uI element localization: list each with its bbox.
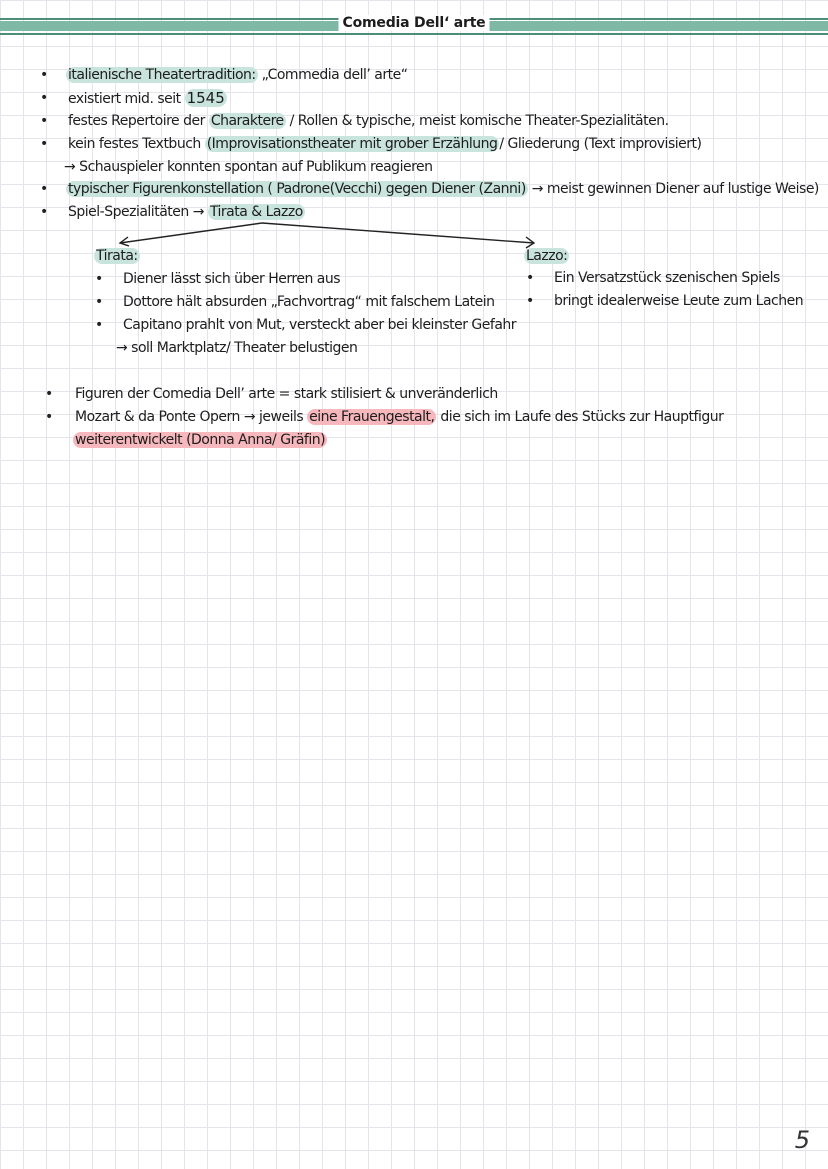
highlight-green: Tirata & Lazzo <box>209 204 303 220</box>
bullet-dot: • <box>45 386 54 402</box>
note-line-8: Figuren der Comedia Dell’ arte = stark stilisiert & unveränderlich <box>75 386 498 402</box>
lazzo-heading-text: Lazzo: <box>526 248 568 264</box>
tirata-item: Diener lässt sich über Herren aus <box>123 271 341 287</box>
tirata-item: Capitano prahlt von Mut, versteckt aber bei kleinster Gefahr <box>123 317 517 333</box>
bullet-dot: • <box>40 204 49 220</box>
page-title: Comedia Dell‘ arte <box>339 15 490 31</box>
highlight-red: eine Frauengestalt, <box>309 409 435 425</box>
bullet-dot: • <box>95 317 104 333</box>
bullet-dot: • <box>40 181 49 197</box>
highlight-green: Charaktere <box>210 113 284 129</box>
bullet-dot: • <box>95 271 104 287</box>
note-line-9 <box>75 408 723 426</box>
text: / Gliederung (Text improvisiert) <box>499 136 702 152</box>
tirata-heading-text: Tirata: <box>96 248 138 264</box>
bullet-dot: • <box>40 113 49 129</box>
bullet-dot: • <box>40 136 49 152</box>
text: Mozart & da Ponte Opern → jeweils <box>75 409 308 425</box>
arrow-to-tirata <box>120 223 262 243</box>
text: existiert mid. seit <box>68 91 185 107</box>
bullet-dot: • <box>45 409 54 425</box>
bullet-dot: • <box>526 293 535 309</box>
bullet-dot: • <box>40 90 49 106</box>
text: die sich im Laufe des Stücks zur Hauptfigur <box>436 409 724 425</box>
lazzo-heading <box>524 247 569 265</box>
text: kein festes Textbuch <box>68 136 205 152</box>
arrow-to-lazzo <box>262 223 534 243</box>
note-line-10 <box>73 431 327 449</box>
text: festes Repertoire der <box>68 113 209 129</box>
text: / Rollen & typische, meist komische Theater-Spezialitäten. <box>285 113 669 129</box>
bullet-dot: • <box>40 67 49 83</box>
bullet-dot: • <box>526 270 535 286</box>
highlight-green: typischer Figurenkonstellation ( Padrone(Vecchi) gegen Diener (Zanni) <box>68 181 526 197</box>
tirata-item: Dottore hält absurden „Fachvortrag“ mit falschem Latein <box>123 294 495 310</box>
tirata-note: → soll Marktplatz/ Theater belustigen <box>116 340 358 356</box>
year-1545: 1545 <box>186 89 225 107</box>
tirata-heading <box>94 247 140 265</box>
text: → meist gewinnen Diener auf lustige Weise) <box>527 181 819 197</box>
highlight-green: italienische Theatertradition: <box>68 67 256 83</box>
lazzo-item: Ein Versatzstück szenischen Spiels <box>554 270 780 286</box>
bullet-dot: • <box>95 294 104 310</box>
highlight-green: (Improvisationstheater mit grober Erzählung <box>206 136 498 152</box>
highlight-red: weiterentwickelt (Donna Anna/ Gräfin) <box>75 432 326 448</box>
text: → Schauspieler konnten spontan auf Publikum reagieren <box>64 159 433 175</box>
page-number: 5 <box>794 1126 810 1154</box>
text: „Commedia dell’ arte“ <box>257 67 408 83</box>
text: Spiel-Spezialitäten → <box>68 204 208 220</box>
lazzo-item: bringt idealerweise Leute zum Lachen <box>554 293 804 309</box>
